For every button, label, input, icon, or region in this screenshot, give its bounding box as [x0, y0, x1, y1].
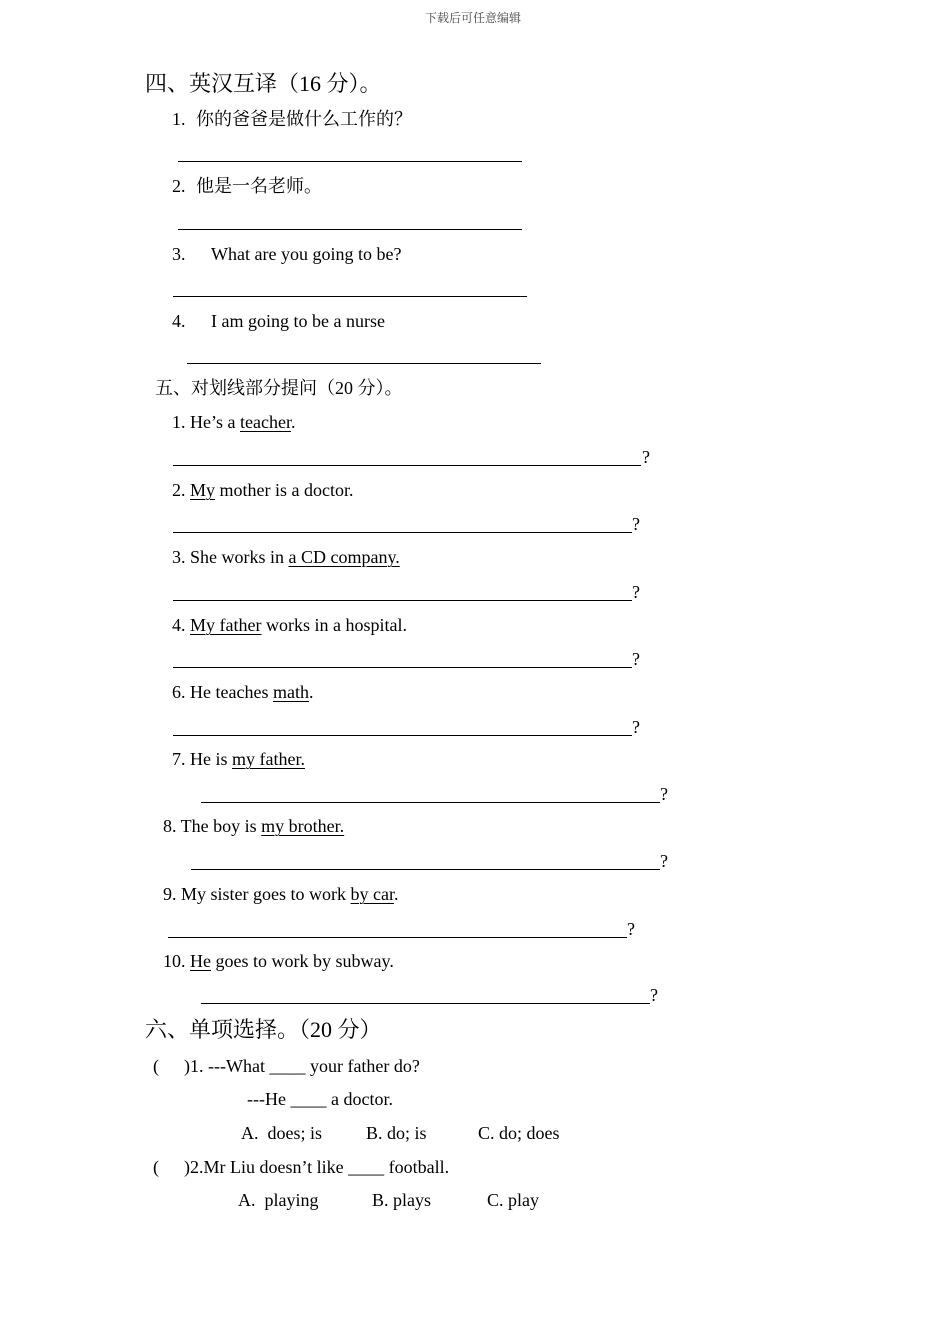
- q1-question-line-2: ---He ____ a doctor.: [247, 1089, 393, 1109]
- s4-item-2-text: 他是一名老师。: [196, 176, 322, 196]
- question-mark: ?: [632, 514, 640, 534]
- s4-item-3-answer-line[interactable]: [173, 296, 527, 297]
- underlined-part: My: [190, 480, 216, 500]
- underlined-part: He: [190, 951, 211, 971]
- underlined-part: a CD company.: [288, 547, 400, 567]
- s5-answer-line-9[interactable]: [168, 937, 627, 938]
- section-6-heading: 六、单项选择。（20 分）: [145, 1017, 382, 1042]
- section-5-heading: 五、对划线部分提问（20 分）。: [155, 378, 403, 398]
- s4-item-4-text: I am going to be a nurse: [211, 311, 385, 331]
- q1-option-a: A. does; is: [241, 1123, 322, 1143]
- s5-answer-line-1[interactable]: [173, 465, 641, 466]
- question-mark: ?: [660, 784, 668, 804]
- underlined-part: my father.: [232, 749, 305, 769]
- question-mark: ?: [642, 447, 650, 467]
- q2-option-b: B. plays: [372, 1190, 432, 1210]
- s5-question-10: 10. He goes to work by subway.: [163, 951, 394, 971]
- underlined-part: my brother.: [261, 816, 345, 836]
- q1-answer-paren[interactable]: (: [153, 1056, 159, 1076]
- s5-question-4: 4. My father works in a hospital.: [172, 615, 407, 635]
- s4-item-3-text: What are you going to be?: [211, 244, 402, 264]
- s5-question-7: 7. He is my father.: [172, 749, 305, 769]
- s5-answer-line-8[interactable]: [191, 869, 660, 870]
- s4-item-1-text: 你的爸爸是做什么工作的？: [196, 109, 412, 129]
- q2-question-line-1: )2.Mr Liu doesn’t like ____ football.: [184, 1157, 450, 1177]
- s5-question-2: 2. My mother is a doctor.: [172, 480, 354, 500]
- question-mark: ?: [660, 851, 668, 871]
- question-mark: ?: [632, 717, 640, 737]
- underlined-part: teacher: [239, 412, 291, 432]
- underlined-part: math: [272, 682, 309, 702]
- q1-question-line-1: )1. ---What ____ your father do?: [184, 1056, 420, 1076]
- s4-item-4-answer-line[interactable]: [187, 363, 541, 364]
- underlined-part: My father: [190, 615, 262, 635]
- s5-question-1: 1. He’s a teacher.: [172, 412, 296, 432]
- s5-answer-line-7[interactable]: [201, 802, 660, 803]
- s5-question-6: 6. He teaches math.: [172, 682, 314, 702]
- s4-item-2-number: 2.: [172, 176, 186, 196]
- underlined-part: by car: [350, 884, 394, 904]
- q2-option-a: A. playing: [238, 1190, 319, 1210]
- question-mark: ?: [632, 582, 640, 602]
- question-mark: ?: [632, 649, 640, 669]
- s5-question-8: 8. The boy is my brother.: [163, 816, 345, 836]
- s5-answer-line-10[interactable]: [201, 1003, 650, 1004]
- question-mark: ?: [650, 985, 658, 1005]
- question-mark: ?: [627, 919, 635, 939]
- s4-item-1-number: 1.: [172, 109, 186, 129]
- s4-item-1-answer-line[interactable]: [178, 161, 522, 162]
- s4-item-2-answer-line[interactable]: [178, 229, 522, 230]
- s5-answer-line-6[interactable]: [173, 735, 632, 736]
- q1-option-c: C. do; does: [478, 1123, 560, 1143]
- s5-question-9: 9. My sister goes to work by car.: [163, 884, 399, 904]
- page-header: 下载后可任意编辑: [425, 11, 522, 25]
- s4-item-3-number: 3.: [172, 244, 186, 264]
- q2-answer-paren[interactable]: (: [153, 1157, 159, 1177]
- q2-option-c: C. play: [487, 1190, 539, 1210]
- s5-answer-line-2[interactable]: [173, 532, 632, 533]
- s5-answer-line-3[interactable]: [173, 600, 632, 601]
- s5-answer-line-4[interactable]: [173, 667, 632, 668]
- s4-item-4-number: 4.: [172, 311, 186, 331]
- q1-option-b: B. do; is: [366, 1123, 427, 1143]
- s5-question-3: 3. She works in a CD company.: [172, 547, 400, 567]
- section-4-heading: 四、英汉互译（16 分）。: [145, 71, 382, 96]
